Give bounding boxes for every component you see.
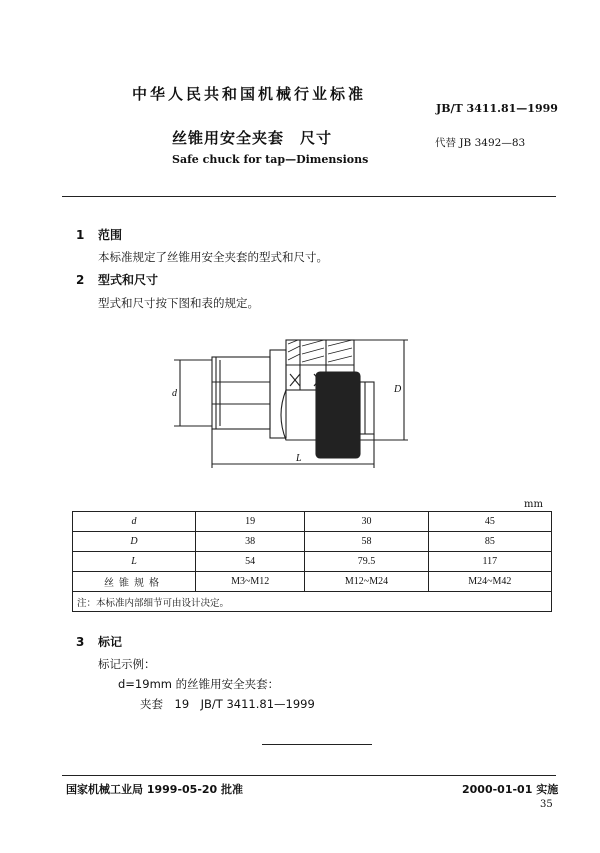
table-cell: 54 bbox=[196, 552, 305, 572]
L-label: L bbox=[296, 453, 302, 464]
table-row bbox=[73, 572, 552, 592]
dimension-table bbox=[72, 511, 552, 612]
table-cell: 38 bbox=[196, 532, 305, 552]
table-cell: 30 bbox=[305, 512, 428, 532]
document-title: 丝锥用安全夹套 尺寸 bbox=[172, 129, 333, 147]
section-title: 范围 bbox=[98, 228, 123, 242]
row-label: 丝锥规格 bbox=[73, 572, 196, 592]
row-label: D bbox=[73, 532, 196, 552]
table-note-row bbox=[73, 592, 552, 612]
footer-rule bbox=[62, 775, 556, 776]
marking-example: 夹套 19 JB/T 3411.81—1999 bbox=[140, 697, 315, 711]
approval-line: 国家机械工业局 1999-05-20 批准 bbox=[66, 783, 244, 796]
unit-label: mm bbox=[524, 499, 543, 510]
english-title: Safe chuck for tap—Dimensions bbox=[172, 153, 369, 166]
collar bbox=[270, 350, 286, 438]
shank-body bbox=[212, 357, 270, 429]
section-title: 型式和尺寸 bbox=[98, 273, 159, 287]
row-label: d bbox=[73, 512, 196, 532]
table-note: 注：本标准内部细节可由设计决定。 bbox=[73, 592, 552, 612]
knurled-sleeve bbox=[316, 372, 360, 458]
table-cell: 85 bbox=[428, 532, 551, 552]
nose-cap bbox=[360, 382, 374, 434]
table-row bbox=[73, 532, 552, 552]
section-title: 标记 bbox=[98, 635, 123, 649]
section-1-text: 本标准规定了丝锥用安全夹套的型式和尺寸。 bbox=[98, 250, 328, 264]
section-number: 2 bbox=[76, 273, 85, 287]
table-cell: 79.5 bbox=[305, 552, 428, 572]
table-cell: M3~M12 bbox=[196, 572, 305, 592]
section-3-heading bbox=[76, 633, 122, 650]
table-cell: 117 bbox=[428, 552, 551, 572]
end-rule bbox=[262, 744, 372, 745]
table-cell: M12~M24 bbox=[305, 572, 428, 592]
section-3-text: 标记示例： bbox=[98, 657, 156, 671]
standard-number: JB/T 3411.81—1999 bbox=[436, 102, 558, 115]
replaces-note: 代替 JB 3492—83 bbox=[435, 137, 526, 149]
table-cell: M24~M42 bbox=[428, 572, 551, 592]
section-1-heading bbox=[76, 226, 122, 243]
table-cell: 45 bbox=[428, 512, 551, 532]
section-2-text: 型式和尺寸按下图和表的规定。 bbox=[98, 296, 259, 310]
row-label: L bbox=[73, 552, 196, 572]
page-number: 35 bbox=[540, 799, 553, 810]
section-number: 1 bbox=[76, 228, 85, 242]
chuck-drawing bbox=[150, 330, 420, 476]
marking-example-desc: d=19mm 的丝锥用安全夹套： bbox=[118, 677, 280, 691]
table-cell: 58 bbox=[305, 532, 428, 552]
implementation-date: 2000-01-01 实施 bbox=[462, 783, 559, 796]
table-row bbox=[73, 552, 552, 572]
D-label: D bbox=[394, 384, 402, 395]
header-rule bbox=[62, 196, 556, 197]
d-label: d bbox=[172, 388, 177, 399]
table-row bbox=[73, 512, 552, 532]
section-number: 3 bbox=[76, 635, 85, 649]
standard-title: 中华人民共和国机械行业标准 bbox=[132, 85, 367, 103]
table-cell: 19 bbox=[196, 512, 305, 532]
section-2-heading bbox=[76, 271, 158, 288]
